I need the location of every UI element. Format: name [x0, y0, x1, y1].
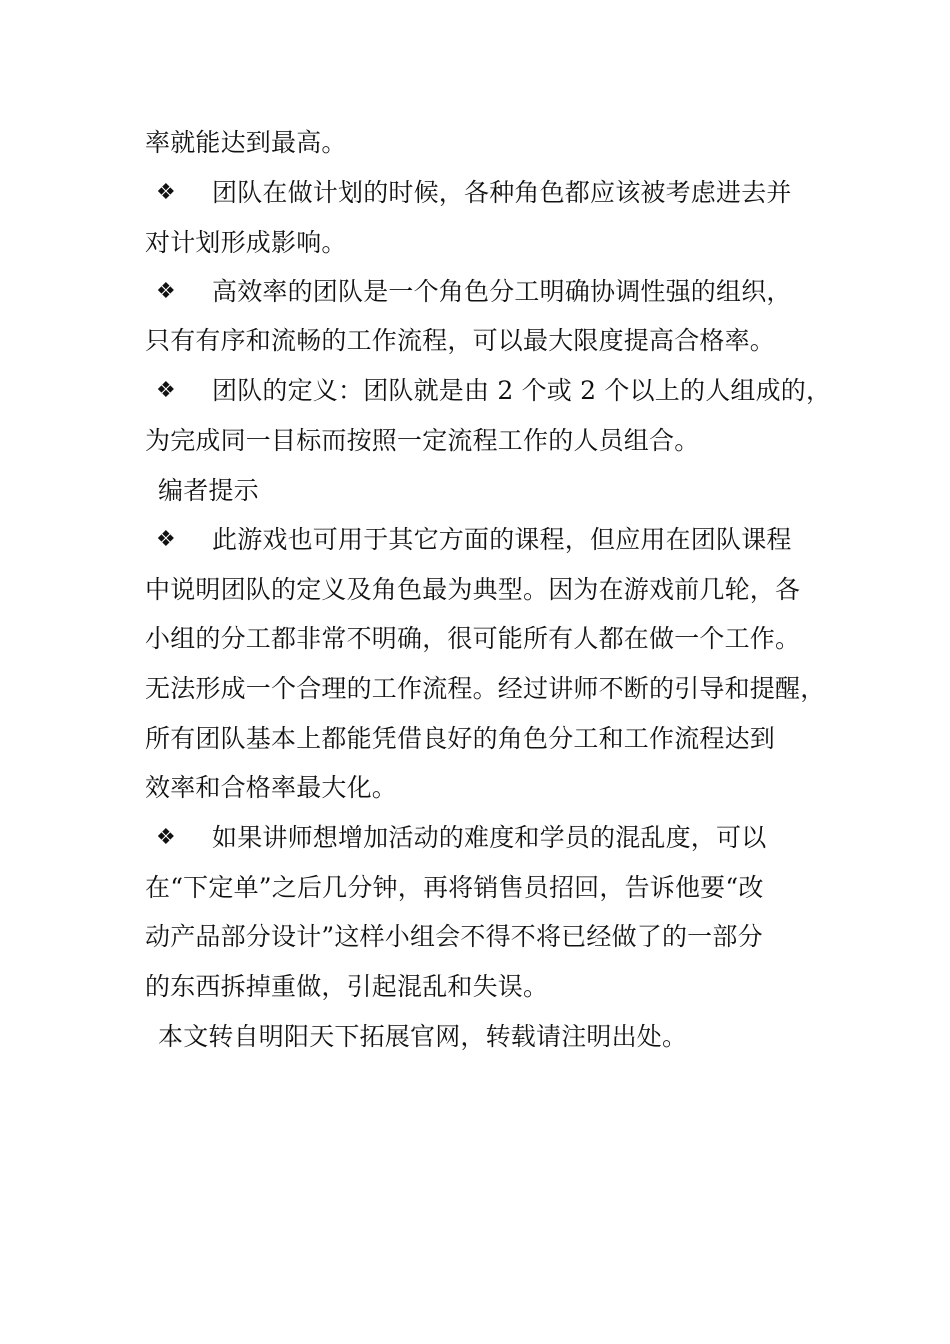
text-line: 中说明团队的定义及角色最为典型。因为在游戏前几轮，各	[145, 575, 801, 604]
text-line: 对计划形成影响。	[145, 228, 347, 257]
text-line: 的东西拆掉重做，引起混乱和失误。	[145, 972, 549, 1001]
text-line: 如果讲师想增加活动的难度和学员的混乱度，可以	[212, 823, 767, 852]
text-line: 所有团队基本上都能凭借良好的角色分工和工作流程达到	[145, 724, 776, 753]
text-line: 动产品部分设计”这样小组会不得不将已经做了的一部分	[145, 922, 763, 951]
text-line: 此游戏也可用于其它方面的课程，但应用在团队课程	[212, 525, 792, 554]
text-line: 效率和合格率最大化。	[145, 773, 398, 802]
source-note: 本文转自明阳天下拓展官网，转载请注明出处。	[158, 1022, 688, 1051]
bullet-icon: ❖	[156, 279, 176, 304]
text-line: 为完成同一目标而按照一定流程工作的人员组合。	[145, 426, 700, 455]
section-heading: 编者提示	[158, 476, 259, 505]
text-line: 率就能达到最高。	[145, 128, 347, 157]
bullet-icon: ❖	[156, 825, 176, 850]
text-line: 高效率的团队是一个角色分工明确协调性强的组织，	[212, 277, 792, 306]
text-line: 无法形成一个合理的工作流程。经过讲师不断的引导和提醒，	[145, 674, 826, 703]
bullet-icon: ❖	[156, 180, 176, 205]
text-line: 团队的定义：团队就是由 2 个或 2 个以上的人组成的，	[212, 376, 832, 405]
text-line: 团队在做计划的时候，各种角色都应该被考虑进去并	[212, 178, 792, 207]
bullet-icon: ❖	[156, 378, 176, 403]
text-line: 小组的分工都非常不明确，很可能所有人都在做一个工作。	[145, 624, 801, 653]
text-line: 在“下定单”之后几分钟，再将销售员招回，告诉他要“改	[145, 873, 764, 902]
text-line: 只有有序和流畅的工作流程，可以最大限度提高合格率。	[145, 326, 776, 355]
bullet-icon: ❖	[156, 527, 176, 552]
